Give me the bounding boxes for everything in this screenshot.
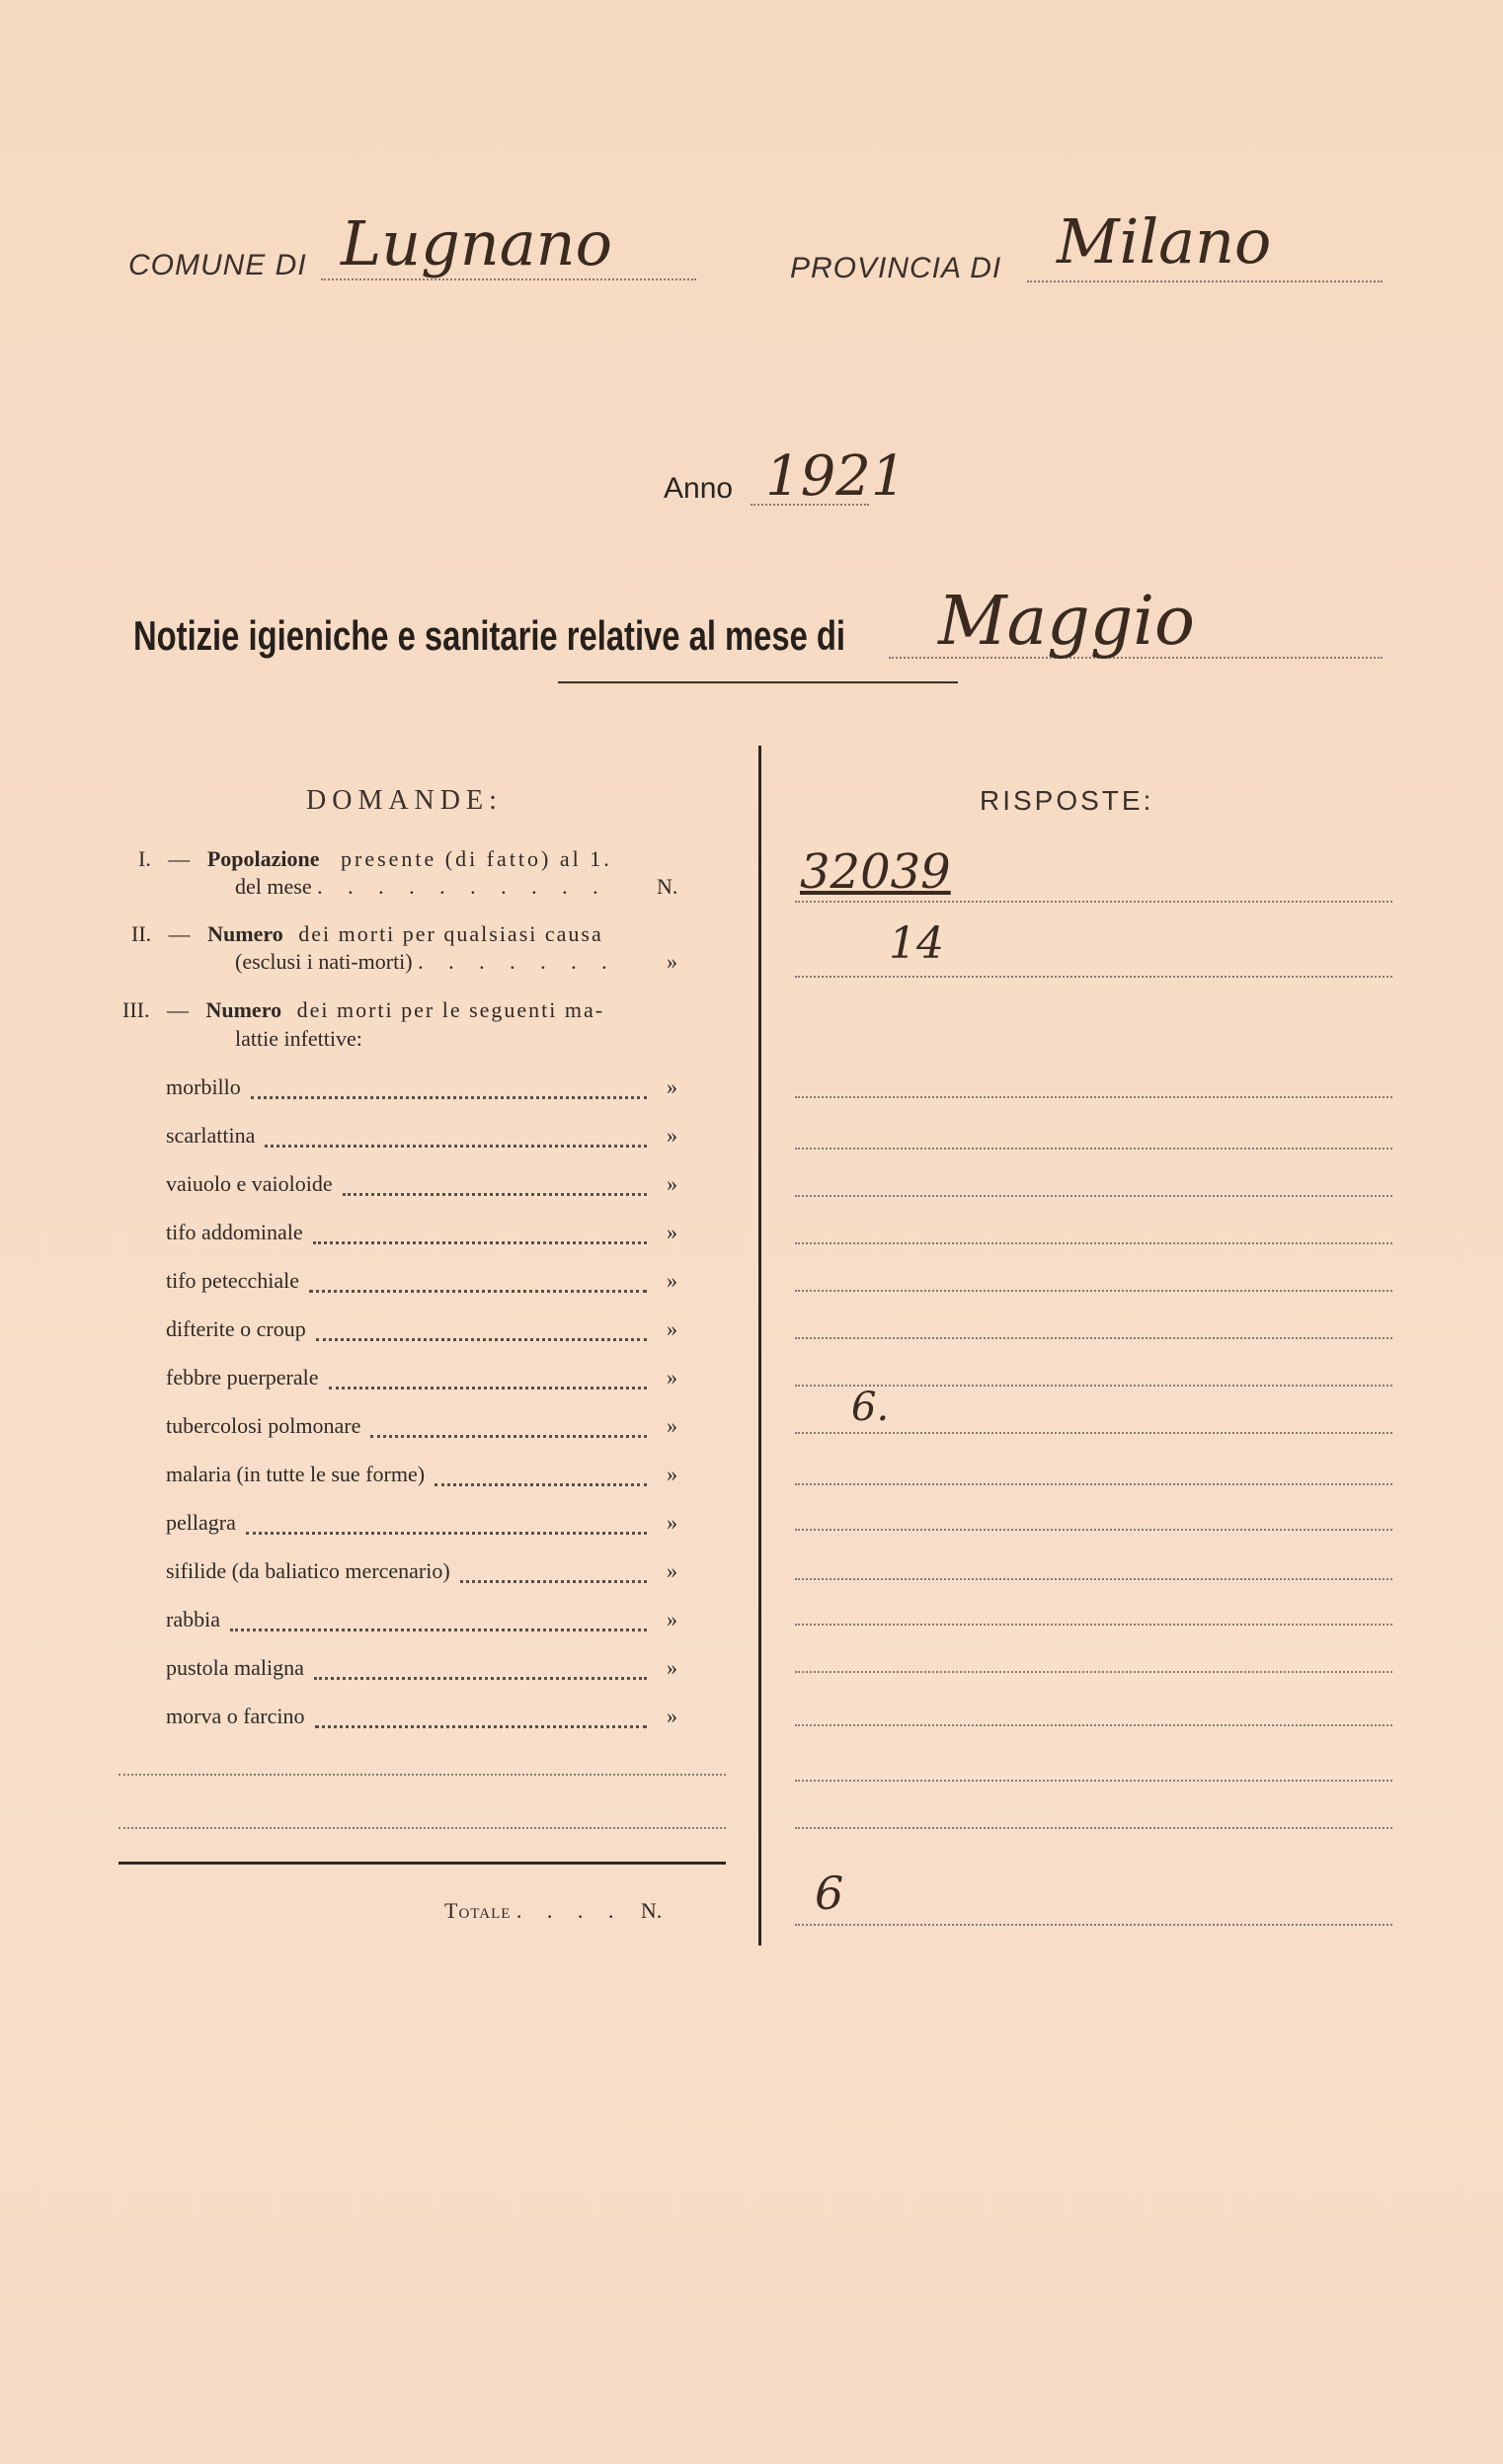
- disease-answer-line: [795, 1529, 1392, 1531]
- disease-leader: [315, 1725, 648, 1728]
- q1-num: I.: [138, 846, 151, 871]
- disease-row: [166, 1413, 360, 1439]
- q2-bold: Numero: [207, 921, 283, 946]
- disease-row: [166, 1074, 241, 1100]
- q3-num: III.: [122, 997, 150, 1022]
- comune-label: COMUNE DI: [128, 249, 307, 281]
- disease-unit: »: [667, 1171, 677, 1196]
- disease-unit: »: [667, 1704, 677, 1728]
- disease-name: tifo addominale: [166, 1220, 303, 1244]
- disease-leader: [370, 1435, 647, 1438]
- disease-row: [166, 1171, 333, 1197]
- disease-row: [166, 1462, 425, 1487]
- disease-name: tifo petecchiale: [166, 1268, 299, 1293]
- disease-row: [166, 1123, 255, 1149]
- disease-leader: [316, 1338, 647, 1341]
- provincia-label: PROVINCIA DI: [790, 252, 1002, 284]
- q1-dash: —: [168, 846, 191, 871]
- totale-label: [444, 1898, 662, 1924]
- risposte-heading: RISPOSTE:: [980, 785, 1154, 816]
- disease-leader: [265, 1145, 647, 1148]
- disease-unit: »: [667, 1365, 677, 1390]
- provincia-value: Milano: [1057, 205, 1272, 278]
- disease-name: febbre puerperale: [166, 1365, 319, 1390]
- anno-value: 1921: [765, 444, 907, 509]
- page-title: Notizie igieniche e sanitarie relative al mese di: [133, 612, 846, 659]
- disease-name: pustola maligna: [166, 1655, 304, 1680]
- question-3: [122, 997, 604, 1023]
- disease-leader: [460, 1580, 647, 1583]
- extra-blank-line-1: [119, 1774, 726, 1776]
- totale-answer-line: [795, 1924, 1392, 1926]
- disease-unit: »: [667, 1510, 677, 1535]
- disease-answer-line: [795, 1432, 1392, 1434]
- column-divider: [758, 746, 761, 1946]
- disease-answer-line: [795, 1337, 1392, 1339]
- title-month: Maggio: [938, 583, 1195, 661]
- totale-answer: 6: [815, 1867, 844, 1920]
- disease-name: difterite o croup: [166, 1316, 306, 1341]
- disease-leader: [435, 1483, 647, 1486]
- disease-row: [166, 1316, 306, 1342]
- totale-label-text: Totale: [444, 1898, 512, 1923]
- disease-row: [166, 1704, 305, 1729]
- disease-name: tubercolosi polmonare: [166, 1413, 361, 1438]
- disease-answer-line: [795, 1242, 1392, 1244]
- disease-leader: [313, 1241, 647, 1244]
- question-2-line2: [235, 949, 617, 975]
- q3-bold: Numero: [205, 997, 282, 1022]
- disease-unit: »: [667, 1074, 677, 1099]
- disease-unit: »: [667, 1316, 677, 1341]
- disease-answer-line: [795, 1578, 1392, 1580]
- q1-unit: N.: [657, 874, 678, 899]
- disease-name: morbillo: [166, 1074, 241, 1099]
- disease-unit: »: [667, 1220, 677, 1244]
- q1-line2: del mese: [235, 874, 312, 899]
- disease-leader: [314, 1677, 647, 1680]
- disease-answer-line: [795, 1148, 1392, 1150]
- q1-bold: Popolazione: [206, 846, 320, 871]
- disease-row: [166, 1365, 319, 1391]
- extra-answer-line-1: [795, 1780, 1392, 1782]
- q2-line2: (esclusi i nati-morti): [235, 949, 413, 974]
- provincia-line: [1027, 280, 1383, 282]
- q2-answer: 14: [889, 918, 944, 969]
- disease-answer-line: [795, 1195, 1392, 1197]
- q2-unit: »: [667, 949, 677, 974]
- disease-row: [166, 1655, 304, 1681]
- disease-row: [166, 1268, 299, 1294]
- disease-name: scarlattina: [166, 1123, 256, 1148]
- disease-unit: »: [667, 1413, 677, 1438]
- q2-num: II.: [131, 921, 152, 946]
- disease-leader: [246, 1532, 647, 1535]
- disease-leader: [251, 1096, 647, 1099]
- question-1-line2: [235, 874, 608, 900]
- totale-unit: N.: [640, 1898, 663, 1923]
- extra-blank-line-2: [119, 1827, 726, 1829]
- disease-name: vaiuolo e vaioloide: [166, 1171, 333, 1196]
- disease-name: morva o farcino: [166, 1704, 305, 1728]
- q2-leader: . . . . . . .: [418, 949, 617, 974]
- disease-answer-line: [795, 1096, 1392, 1098]
- disease-answer-line: [795, 1290, 1392, 1292]
- disease-name: malaria (in tutte le sue forme): [166, 1462, 426, 1486]
- q1-answer-line: [795, 901, 1392, 903]
- extra-answer-line-2: [795, 1827, 1392, 1829]
- comune-value: Lugnano: [341, 207, 612, 279]
- anno-label: Anno: [664, 472, 734, 505]
- disease-row: [166, 1607, 220, 1632]
- disease-row: [166, 1510, 236, 1536]
- disease-row: [166, 1558, 450, 1584]
- disease-unit: »: [667, 1607, 677, 1631]
- disease-answer-line: [795, 1724, 1392, 1726]
- question-1: [138, 846, 612, 872]
- title-underline: [558, 681, 958, 683]
- disease-row: [166, 1220, 303, 1245]
- disease-unit: »: [667, 1558, 677, 1583]
- question-3-line2: lattie infettive:: [235, 1026, 362, 1051]
- q1-rest: presente (di fatto) al 1.: [341, 846, 612, 871]
- disease-leader: [329, 1387, 647, 1390]
- disease-unit: »: [667, 1268, 677, 1293]
- disease-name: rabbia: [166, 1607, 220, 1631]
- q3-dash: —: [166, 997, 189, 1022]
- q1-answer: 32039: [800, 844, 951, 900]
- q1-leader: . . . . . . . . . .: [317, 874, 608, 899]
- disease-answer-line: [795, 1671, 1392, 1673]
- disease-unit: »: [667, 1462, 677, 1486]
- disease-answer-line: [795, 1483, 1392, 1485]
- question-2: [131, 921, 603, 947]
- disease-name: sifilide (da baliatico mercenario): [166, 1558, 450, 1583]
- disease-name: pellagra: [166, 1510, 236, 1535]
- q3-rest: dei morti per le seguenti ma-: [296, 997, 605, 1022]
- disease-answer-line: [795, 1624, 1392, 1626]
- disease-leader: [309, 1290, 647, 1293]
- disease-leader: [230, 1629, 647, 1631]
- domande-heading: DOMANDE:: [306, 785, 503, 816]
- q2-rest: dei morti per qualsiasi causa: [298, 921, 603, 946]
- totale-rule: [119, 1862, 726, 1865]
- q2-dash: —: [168, 921, 191, 946]
- disease-answer: 6.: [851, 1385, 890, 1430]
- totale-leader: . . . .: [515, 1898, 624, 1923]
- q2-answer-line: [795, 976, 1392, 978]
- disease-unit: »: [667, 1655, 677, 1680]
- disease-leader: [343, 1193, 647, 1196]
- disease-unit: »: [667, 1123, 677, 1148]
